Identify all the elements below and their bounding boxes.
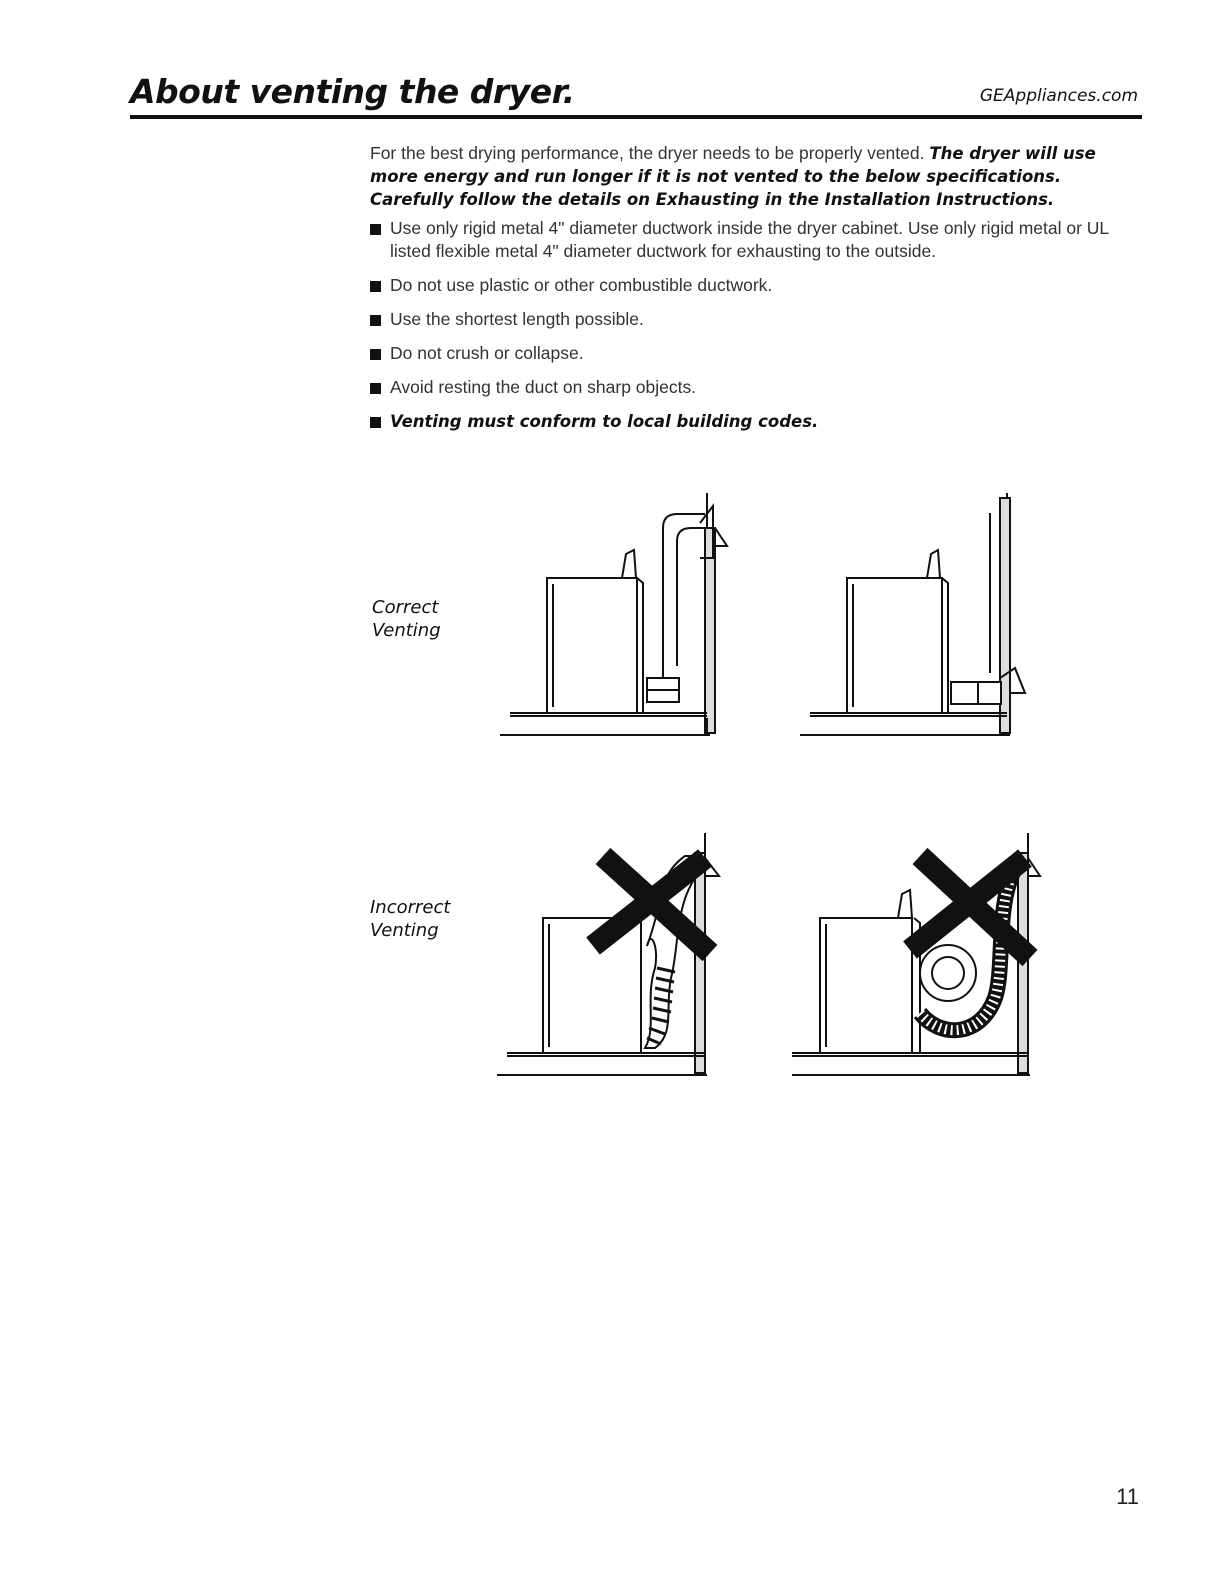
- list-item: [370, 274, 1140, 297]
- intro-text: For the best drying performance, the dryer needs to be properly vented.: [370, 143, 930, 163]
- page-header: [130, 72, 1142, 118]
- list-item-text: Venting must conform to local building codes.: [390, 412, 819, 431]
- list-item-text: Avoid resting the duct on sharp objects.: [390, 377, 697, 397]
- list-item: [370, 376, 1140, 399]
- list-item-text: Do not use plastic or other combustible ductwork.: [390, 275, 773, 295]
- correct-venting-label: Correct Venting: [372, 597, 441, 641]
- list-item: [370, 342, 1140, 365]
- correct-venting-short-duct-figure: [795, 488, 1045, 748]
- header-rule: [130, 115, 1142, 119]
- venting-rules-list: [370, 217, 1140, 444]
- incorrect-venting-long-coiled-duct-figure: [790, 828, 1045, 1088]
- incorrect-venting-crushed-duct-figure: [495, 828, 745, 1088]
- list-item-text: Do not crush or collapse.: [390, 343, 584, 363]
- list-item-text: Use the shortest length possible.: [390, 309, 644, 329]
- bullet-square-icon: [370, 417, 381, 428]
- bullet-square-icon: [370, 315, 381, 326]
- bullet-square-icon: [370, 281, 381, 292]
- intro-paragraph: [370, 142, 1140, 211]
- list-item: [370, 217, 1140, 263]
- incorrect-venting-label: Incorrect Venting: [370, 897, 451, 941]
- list-item-text: Use only rigid metal 4" diameter ductwork inside the dryer cabinet. Use only rigid metal or UL listed flexible metal 4" diameter ductwork for exhausting to the outside.: [390, 218, 1109, 261]
- page-number: 11: [1116, 1484, 1139, 1509]
- correct-venting-wall-duct-figure: [495, 488, 745, 748]
- bullet-square-icon: [370, 383, 381, 394]
- bullet-square-icon: [370, 349, 381, 360]
- site-url[interactable]: GEAppliances.com: [979, 86, 1138, 106]
- page-title: About venting the dryer.: [130, 72, 575, 111]
- list-item: [370, 308, 1140, 331]
- bullet-square-icon: [370, 224, 381, 235]
- list-item: [370, 410, 1140, 433]
- intro-emphasis: The dryer will use more energy and run longer if it is not vented to the below specifications. Carefully follow the details on Exhausting in the Installation Instructions.: [370, 144, 1096, 209]
